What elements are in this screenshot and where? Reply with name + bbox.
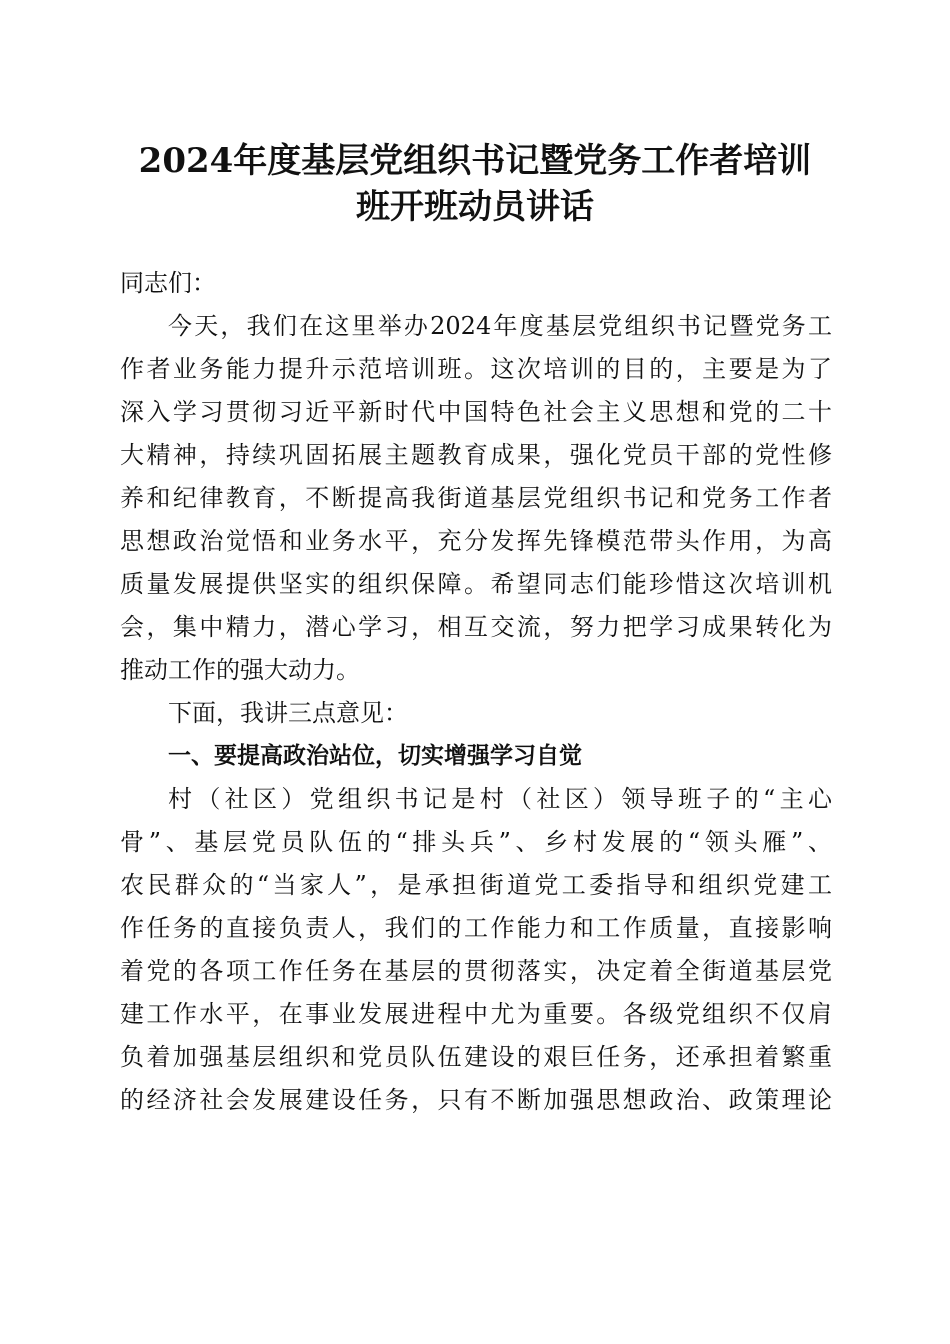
body-line: 着党的各项工作任务在基层的贯彻落实，决定着全街道基层党: [120, 957, 832, 985]
body-line: 会，集中精力，潜心学习，相互交流，努力把学习成果转化为: [120, 613, 832, 641]
body-line: 同志们：: [120, 269, 216, 297]
body-line: 负着加强基层组织和党员队伍建设的艰巨任务，还承担着繁重: [120, 1043, 832, 1071]
body-line: 养和纪律教育，不断提高我街道基层党组织书记和党务工作者: [120, 484, 832, 512]
body-line: 的经济社会发展建设任务，只有不断加强思想政治、政策理论: [120, 1086, 832, 1114]
body-line: 村（社区）党组织书记是村（社区）领导班子的“主心: [168, 785, 832, 813]
body-line: 今天，我们在这里举办2024年度基层党组织书记暨党务工: [168, 312, 832, 340]
document-title-line-2: 班开班动员讲话: [356, 187, 594, 227]
body-line: 推动工作的强大动力。: [120, 656, 360, 684]
body-line: 农民群众的“当家人”，是承担街道党工委指导和组织党建工: [120, 871, 832, 899]
body-line: 深入学习贯彻习近平新时代中国特色社会主义思想和党的二十: [120, 398, 832, 426]
body-line: 下面，我讲三点意见：: [168, 699, 408, 727]
body-line: 作任务的直接负责人，我们的工作能力和工作质量，直接影响: [120, 914, 832, 942]
body-line: 质量发展提供坚实的组织保障。希望同志们能珍惜这次培训机: [120, 570, 832, 598]
body-line: 作者业务能力提升示范培训班。这次培训的目的，主要是为了: [120, 355, 832, 383]
document-title-line-1: 2024年度基层党组织书记暨党务工作者培训: [138, 141, 812, 181]
body-line: 大精神，持续巩固拓展主题教育成果，强化党员干部的党性修: [120, 441, 832, 469]
section-heading: 一、要提高政治站位，切实增强学习自觉: [168, 743, 582, 769]
body-line: 思想政治觉悟和业务水平，充分发挥先锋模范带头作用，为高: [120, 527, 832, 555]
body-line: 建工作水平，在事业发展进程中尤为重要。各级党组织不仅肩: [120, 1000, 832, 1028]
document-body: [120, 262, 832, 1122]
body-line: 骨”、基层党员队伍的“排头兵”、乡村发展的“领头雁”、: [120, 828, 832, 856]
